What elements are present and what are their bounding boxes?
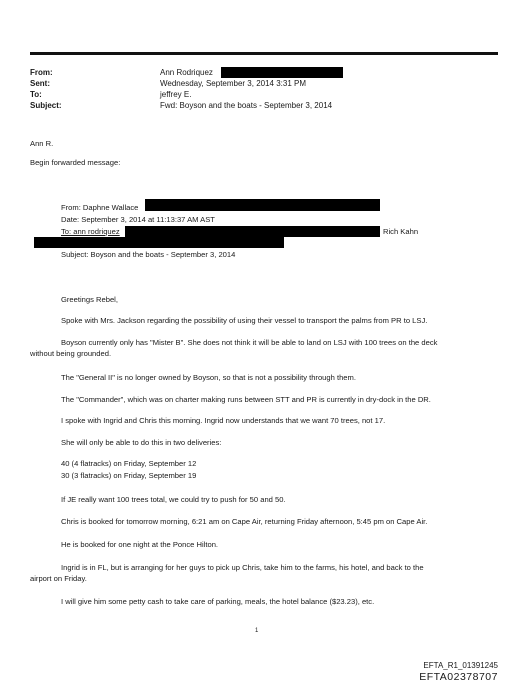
- header-rule: [30, 52, 498, 55]
- paragraph: The "General II" is no longer owned by Boyson, so that is not a possibility through them.: [61, 373, 356, 382]
- greeting: Greetings Rebel,: [61, 295, 118, 304]
- delivery-line: 40 (4 flatracks) on Friday, September 12: [61, 459, 197, 468]
- redaction-block: [125, 226, 380, 237]
- footer-id-large: EFTA02378707: [419, 671, 498, 683]
- paragraph: Chris is booked for tomorrow morning, 6:21 am on Cape Air, returning Friday afternoon, 5:45 pm on Cape Air.: [61, 517, 428, 526]
- sent-value: Wednesday, September 3, 2014 3:31 PM: [160, 79, 307, 88]
- begin-forwarded: Begin forwarded message:: [30, 158, 121, 167]
- paragraph: I will give him some petty cash to take care of parking, meals, the hotel balance ($23.23), etc.: [61, 597, 375, 606]
- subject-value: Fwd: Boyson and the boats - September 3, 2014: [160, 101, 333, 110]
- fwd-from: From: Daphne Wallace: [61, 203, 139, 212]
- footer-id-small: EFTA_R1_01391245: [423, 661, 498, 670]
- fwd-cc-name: Rich Kahn: [383, 227, 419, 236]
- sent-label: Sent:: [30, 79, 50, 88]
- to-value: jeffrey E.: [160, 90, 192, 99]
- signature: Ann R.: [30, 139, 54, 148]
- paragraph: I spoke with Ingrid and Chris this morning. Ingrid now understands that we want 70 trees, not 17.: [61, 416, 386, 425]
- fwd-to: To: ann rodriquez: [61, 227, 120, 236]
- paragraph: Boyson currently only has "Mister B". She does not think it will be able to land on LSJ with 100 trees on the deck: [61, 338, 438, 347]
- fwd-date: Date: September 3, 2014 at 11:13:37 AM AST: [61, 215, 215, 224]
- page-number: 1: [255, 628, 259, 634]
- paragraph: The "Commander", which was on charter making runs between STT and PR is currently in dry-dock in the DR.: [61, 395, 431, 404]
- redaction-block: [34, 237, 284, 248]
- from-label: From:: [30, 68, 53, 77]
- paragraph: Spoke with Mrs. Jackson regarding the possibility of using their vessel to transport the palms from PR to LSJ.: [61, 316, 428, 325]
- to-label: To:: [30, 90, 42, 99]
- paragraph: If JE really want 100 trees total, we could try to push for 50 and 50.: [61, 495, 286, 504]
- from-value: Ann Rodriquez: [160, 68, 213, 77]
- subject-label: Subject:: [30, 101, 62, 110]
- paragraph: without being grounded.: [30, 349, 112, 358]
- paragraph: Ingrid is in FL, but is arranging for her guys to pick up Chris, take him to the farms, his hotel, and back to the: [61, 563, 424, 572]
- paragraph: She will only be able to do this in two deliveries:: [61, 438, 222, 447]
- fwd-subject: Subject: Boyson and the boats - September 3, 2014: [61, 250, 236, 259]
- paragraph: He is booked for one night at the Ponce Hilton.: [61, 540, 219, 549]
- delivery-line: 30 (3 flatracks) on Friday, September 19: [61, 471, 197, 480]
- redaction-block: [145, 199, 380, 211]
- paragraph: airport on Friday.: [30, 574, 87, 583]
- redaction-block: [221, 67, 343, 78]
